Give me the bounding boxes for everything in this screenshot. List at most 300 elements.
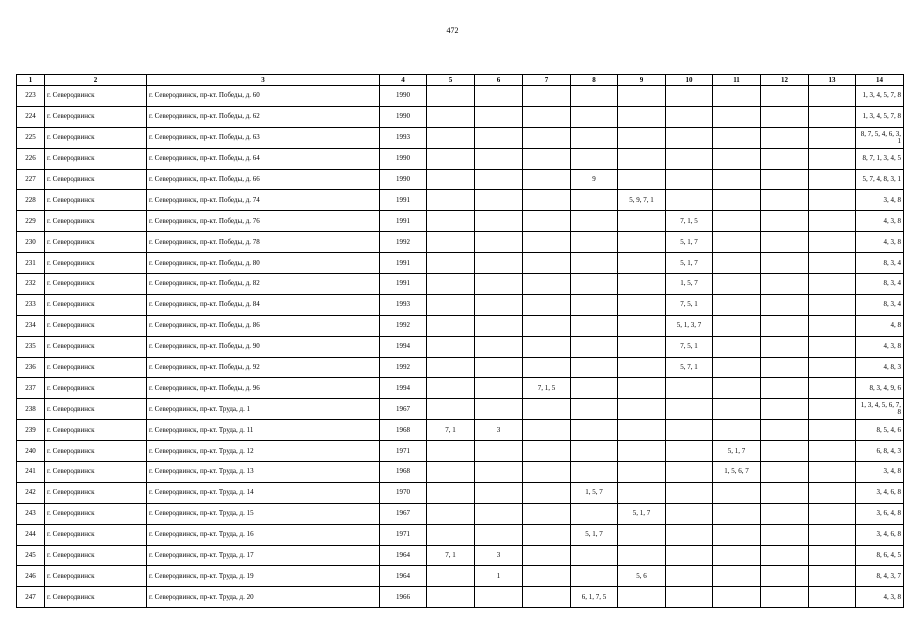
col7-cell xyxy=(523,566,571,587)
row-number: 224 xyxy=(17,106,45,127)
col14-cell: 8, 3, 4 xyxy=(856,294,904,315)
col10-cell xyxy=(666,148,713,169)
col8-cell xyxy=(571,378,618,399)
table-body xyxy=(17,86,904,608)
col9-cell xyxy=(618,169,666,190)
col8-cell xyxy=(571,566,618,587)
city-cell: г. Северодвинск xyxy=(45,148,147,169)
col13-cell xyxy=(809,357,856,378)
year-cell: 1990 xyxy=(380,86,427,107)
row-number: 238 xyxy=(17,399,45,420)
table-row xyxy=(17,294,904,315)
city-cell: г. Северодвинск xyxy=(45,294,147,315)
col14-cell: 4, 3, 8 xyxy=(856,211,904,232)
data-table xyxy=(16,74,904,608)
col14-cell: 4, 3, 8 xyxy=(856,336,904,357)
table-row xyxy=(17,315,904,336)
year-cell: 1990 xyxy=(380,169,427,190)
col10-cell xyxy=(666,587,713,608)
address-cell: г. Северодвинск, пр-кт. Труда, д. 17 xyxy=(147,545,380,566)
col10-cell: 7, 5, 1 xyxy=(666,294,713,315)
header-row xyxy=(17,75,904,86)
col12-cell xyxy=(761,190,809,211)
year-cell: 1990 xyxy=(380,106,427,127)
year-cell: 1968 xyxy=(380,420,427,441)
col10-cell xyxy=(666,420,713,441)
col11-cell xyxy=(713,127,761,148)
col10-cell: 5, 1, 3, 7 xyxy=(666,315,713,336)
column-header-13: 13 xyxy=(809,75,856,86)
address-cell: г. Северодвинск, пр-кт. Труда, д. 1 xyxy=(147,399,380,420)
col13-cell xyxy=(809,86,856,107)
col11-cell xyxy=(713,148,761,169)
table-row xyxy=(17,566,904,587)
col5-cell xyxy=(427,148,475,169)
col7-cell xyxy=(523,420,571,441)
table-row xyxy=(17,336,904,357)
column-header-4: 4 xyxy=(380,75,427,86)
year-cell: 1994 xyxy=(380,336,427,357)
year-cell: 1992 xyxy=(380,357,427,378)
row-number: 230 xyxy=(17,232,45,253)
col14-cell: 3, 4, 8 xyxy=(856,462,904,483)
col14-cell: 1, 3, 4, 5, 7, 8 xyxy=(856,106,904,127)
col14-cell: 1, 3, 4, 5, 7, 8 xyxy=(856,86,904,107)
col12-cell xyxy=(761,399,809,420)
col12-cell xyxy=(761,441,809,462)
col5-cell: 7, 1 xyxy=(427,420,475,441)
city-cell: г. Северодвинск xyxy=(45,253,147,274)
col13-cell xyxy=(809,399,856,420)
col11-cell xyxy=(713,524,761,545)
column-header-1: 1 xyxy=(17,75,45,86)
address-cell: г. Северодвинск, пр-кт. Победы, д. 60 xyxy=(147,86,380,107)
row-number: 237 xyxy=(17,378,45,399)
col8-cell xyxy=(571,294,618,315)
col11-cell xyxy=(713,294,761,315)
year-cell: 1971 xyxy=(380,441,427,462)
col6-cell xyxy=(475,315,523,336)
address-cell: г. Северодвинск, пр-кт. Труда, д. 11 xyxy=(147,420,380,441)
col9-cell xyxy=(618,148,666,169)
col8-cell xyxy=(571,441,618,462)
col5-cell xyxy=(427,127,475,148)
col9-cell xyxy=(618,399,666,420)
column-header-3: 3 xyxy=(147,75,380,86)
col6-cell xyxy=(475,169,523,190)
col13-cell xyxy=(809,211,856,232)
row-number: 242 xyxy=(17,482,45,503)
table-row xyxy=(17,545,904,566)
year-cell: 1992 xyxy=(380,232,427,253)
col14-cell: 8, 3, 4, 9, 6 xyxy=(856,378,904,399)
col12-cell xyxy=(761,420,809,441)
row-number: 225 xyxy=(17,127,45,148)
col5-cell xyxy=(427,169,475,190)
col9-cell xyxy=(618,336,666,357)
city-cell: г. Северодвинск xyxy=(45,274,147,295)
year-cell: 1993 xyxy=(380,294,427,315)
col12-cell xyxy=(761,274,809,295)
year-cell: 1966 xyxy=(380,587,427,608)
col14-cell: 3, 4, 6, 8 xyxy=(856,524,904,545)
city-cell: г. Северодвинск xyxy=(45,127,147,148)
col9-cell xyxy=(618,86,666,107)
row-number: 235 xyxy=(17,336,45,357)
col6-cell: 3 xyxy=(475,545,523,566)
city-cell: г. Северодвинск xyxy=(45,190,147,211)
table-row xyxy=(17,274,904,295)
col13-cell xyxy=(809,274,856,295)
col12-cell xyxy=(761,169,809,190)
city-cell: г. Северодвинск xyxy=(45,357,147,378)
col14-cell: 8, 3, 4 xyxy=(856,274,904,295)
col7-cell xyxy=(523,106,571,127)
col10-cell xyxy=(666,545,713,566)
col14-cell: 8, 5, 4, 6 xyxy=(856,420,904,441)
column-header-9: 9 xyxy=(618,75,666,86)
col10-cell: 5, 1, 7 xyxy=(666,253,713,274)
col8-cell: 9 xyxy=(571,169,618,190)
col9-cell xyxy=(618,420,666,441)
col7-cell xyxy=(523,86,571,107)
col10-cell: 7, 5, 1 xyxy=(666,336,713,357)
col10-cell xyxy=(666,482,713,503)
col5-cell xyxy=(427,274,475,295)
col6-cell xyxy=(475,127,523,148)
col13-cell xyxy=(809,294,856,315)
page-number: 472 xyxy=(446,26,459,35)
col6-cell xyxy=(475,482,523,503)
col12-cell xyxy=(761,378,809,399)
col11-cell xyxy=(713,106,761,127)
col7-cell xyxy=(523,190,571,211)
col9-cell xyxy=(618,294,666,315)
col10-cell: 5, 7, 1 xyxy=(666,357,713,378)
col14-cell: 4, 3, 8 xyxy=(856,232,904,253)
col12-cell xyxy=(761,106,809,127)
col9-cell xyxy=(618,274,666,295)
col5-cell xyxy=(427,503,475,524)
col8-cell xyxy=(571,399,618,420)
col6-cell xyxy=(475,148,523,169)
col6-cell xyxy=(475,441,523,462)
col9-cell xyxy=(618,357,666,378)
row-number: 226 xyxy=(17,148,45,169)
year-cell: 1990 xyxy=(380,148,427,169)
col8-cell xyxy=(571,357,618,378)
col12-cell xyxy=(761,86,809,107)
col12-cell xyxy=(761,253,809,274)
col13-cell xyxy=(809,106,856,127)
table-row xyxy=(17,378,904,399)
col12-cell xyxy=(761,315,809,336)
col13-cell xyxy=(809,253,856,274)
address-cell: г. Северодвинск, пр-кт. Победы, д. 84 xyxy=(147,294,380,315)
col8-cell xyxy=(571,253,618,274)
col10-cell xyxy=(666,378,713,399)
col6-cell xyxy=(475,587,523,608)
col6-cell xyxy=(475,190,523,211)
year-cell: 1993 xyxy=(380,127,427,148)
col12-cell xyxy=(761,503,809,524)
year-cell: 1968 xyxy=(380,462,427,483)
col10-cell xyxy=(666,462,713,483)
address-cell: г. Северодвинск, пр-кт. Победы, д. 80 xyxy=(147,253,380,274)
col5-cell xyxy=(427,378,475,399)
city-cell: г. Северодвинск xyxy=(45,566,147,587)
table-row xyxy=(17,357,904,378)
col6-cell xyxy=(475,524,523,545)
table-row xyxy=(17,420,904,441)
column-header-10: 10 xyxy=(666,75,713,86)
col14-cell: 3, 4, 8 xyxy=(856,190,904,211)
row-number: 244 xyxy=(17,524,45,545)
address-cell: г. Северодвинск, пр-кт. Победы, д. 76 xyxy=(147,211,380,232)
row-number: 234 xyxy=(17,315,45,336)
col8-cell xyxy=(571,420,618,441)
col8-cell xyxy=(571,127,618,148)
col10-cell xyxy=(666,169,713,190)
col7-cell xyxy=(523,294,571,315)
column-header-14: 14 xyxy=(856,75,904,86)
year-cell: 1991 xyxy=(380,253,427,274)
col9-cell: 5, 1, 7 xyxy=(618,503,666,524)
table-row xyxy=(17,127,904,148)
col8-cell xyxy=(571,106,618,127)
col8-cell xyxy=(571,232,618,253)
col5-cell xyxy=(427,566,475,587)
col11-cell xyxy=(713,336,761,357)
col8-cell xyxy=(571,190,618,211)
table-row xyxy=(17,148,904,169)
col10-cell xyxy=(666,524,713,545)
col13-cell xyxy=(809,524,856,545)
col5-cell xyxy=(427,190,475,211)
col14-cell: 4, 8 xyxy=(856,315,904,336)
col6-cell xyxy=(475,357,523,378)
col5-cell xyxy=(427,462,475,483)
col5-cell xyxy=(427,482,475,503)
col13-cell xyxy=(809,169,856,190)
col12-cell xyxy=(761,336,809,357)
col6-cell xyxy=(475,503,523,524)
col14-cell: 8, 4, 3, 7 xyxy=(856,566,904,587)
year-cell: 1991 xyxy=(380,211,427,232)
col5-cell xyxy=(427,357,475,378)
col8-cell xyxy=(571,503,618,524)
col8-cell: 6, 1, 7, 5 xyxy=(571,587,618,608)
col5-cell xyxy=(427,86,475,107)
col11-cell xyxy=(713,482,761,503)
col5-cell xyxy=(427,253,475,274)
row-number: 228 xyxy=(17,190,45,211)
col12-cell xyxy=(761,232,809,253)
row-number: 227 xyxy=(17,169,45,190)
table-row xyxy=(17,503,904,524)
address-cell: г. Северодвинск, пр-кт. Победы, д. 64 xyxy=(147,148,380,169)
column-header-6: 6 xyxy=(475,75,523,86)
col6-cell xyxy=(475,378,523,399)
col7-cell xyxy=(523,524,571,545)
col12-cell xyxy=(761,148,809,169)
col6-cell xyxy=(475,274,523,295)
city-cell: г. Северодвинск xyxy=(45,169,147,190)
table-row xyxy=(17,524,904,545)
col14-cell: 8, 7, 1, 3, 4, 5 xyxy=(856,148,904,169)
col5-cell xyxy=(427,106,475,127)
col13-cell xyxy=(809,441,856,462)
city-cell: г. Северодвинск xyxy=(45,315,147,336)
col7-cell xyxy=(523,462,571,483)
col6-cell xyxy=(475,294,523,315)
row-number: 240 xyxy=(17,441,45,462)
column-header-7: 7 xyxy=(523,75,571,86)
col13-cell xyxy=(809,587,856,608)
table-row xyxy=(17,190,904,211)
year-cell: 1970 xyxy=(380,482,427,503)
col7-cell: 7, 1, 5 xyxy=(523,378,571,399)
year-cell: 1964 xyxy=(380,566,427,587)
col5-cell xyxy=(427,441,475,462)
col7-cell xyxy=(523,441,571,462)
column-header-8: 8 xyxy=(571,75,618,86)
address-cell: г. Северодвинск, пр-кт. Труда, д. 13 xyxy=(147,462,380,483)
col11-cell: 5, 1, 7 xyxy=(713,441,761,462)
city-cell: г. Северодвинск xyxy=(45,482,147,503)
col10-cell xyxy=(666,106,713,127)
col6-cell xyxy=(475,106,523,127)
row-number: 239 xyxy=(17,420,45,441)
col11-cell: 1, 5, 6, 7 xyxy=(713,462,761,483)
table-row xyxy=(17,86,904,107)
city-cell: г. Северодвинск xyxy=(45,524,147,545)
address-cell: г. Северодвинск, пр-кт. Победы, д. 62 xyxy=(147,106,380,127)
col5-cell xyxy=(427,315,475,336)
address-cell: г. Северодвинск, пр-кт. Победы, д. 63 xyxy=(147,127,380,148)
year-cell: 1967 xyxy=(380,399,427,420)
col13-cell xyxy=(809,315,856,336)
col13-cell xyxy=(809,566,856,587)
col5-cell: 7, 1 xyxy=(427,545,475,566)
col11-cell xyxy=(713,315,761,336)
row-number: 232 xyxy=(17,274,45,295)
col7-cell xyxy=(523,587,571,608)
column-header-11: 11 xyxy=(713,75,761,86)
col7-cell xyxy=(523,148,571,169)
address-cell: г. Северодвинск, пр-кт. Труда, д. 15 xyxy=(147,503,380,524)
col13-cell xyxy=(809,190,856,211)
city-cell: г. Северодвинск xyxy=(45,106,147,127)
col11-cell xyxy=(713,232,761,253)
col12-cell xyxy=(761,545,809,566)
address-cell: г. Северодвинск, пр-кт. Труда, д. 12 xyxy=(147,441,380,462)
col11-cell xyxy=(713,420,761,441)
col12-cell xyxy=(761,211,809,232)
row-number: 236 xyxy=(17,357,45,378)
city-cell: г. Северодвинск xyxy=(45,378,147,399)
col12-cell xyxy=(761,524,809,545)
column-header-5: 5 xyxy=(427,75,475,86)
col6-cell: 3 xyxy=(475,420,523,441)
row-number: 223 xyxy=(17,86,45,107)
col10-cell xyxy=(666,190,713,211)
table-row xyxy=(17,482,904,503)
col8-cell xyxy=(571,274,618,295)
col12-cell xyxy=(761,462,809,483)
col11-cell xyxy=(713,566,761,587)
col10-cell xyxy=(666,566,713,587)
col5-cell xyxy=(427,399,475,420)
col7-cell xyxy=(523,336,571,357)
col13-cell xyxy=(809,420,856,441)
col9-cell xyxy=(618,545,666,566)
col7-cell xyxy=(523,127,571,148)
col11-cell xyxy=(713,190,761,211)
col5-cell xyxy=(427,294,475,315)
row-number: 231 xyxy=(17,253,45,274)
table-row xyxy=(17,232,904,253)
table-row xyxy=(17,441,904,462)
col7-cell xyxy=(523,253,571,274)
city-cell: г. Северодвинск xyxy=(45,545,147,566)
col6-cell xyxy=(475,86,523,107)
col14-cell: 8, 6, 4, 5 xyxy=(856,545,904,566)
year-cell: 1991 xyxy=(380,274,427,295)
col12-cell xyxy=(761,566,809,587)
column-header-2: 2 xyxy=(45,75,147,86)
col11-cell xyxy=(713,211,761,232)
col11-cell xyxy=(713,274,761,295)
city-cell: г. Северодвинск xyxy=(45,462,147,483)
col8-cell: 1, 5, 7 xyxy=(571,482,618,503)
col11-cell xyxy=(713,253,761,274)
col7-cell xyxy=(523,315,571,336)
col8-cell: 5, 1, 7 xyxy=(571,524,618,545)
col14-cell: 4, 8, 3 xyxy=(856,357,904,378)
address-cell: г. Северодвинск, пр-кт. Победы, д. 86 xyxy=(147,315,380,336)
address-cell: г. Северодвинск, пр-кт. Победы, д. 78 xyxy=(147,232,380,253)
col6-cell xyxy=(475,211,523,232)
col9-cell xyxy=(618,315,666,336)
address-cell: г. Северодвинск, пр-кт. Труда, д. 14 xyxy=(147,482,380,503)
col14-cell: 6, 8, 4, 3 xyxy=(856,441,904,462)
col14-cell: 8, 3, 4 xyxy=(856,253,904,274)
col5-cell xyxy=(427,587,475,608)
col7-cell xyxy=(523,399,571,420)
table-row xyxy=(17,462,904,483)
col9-cell xyxy=(618,127,666,148)
table-row xyxy=(17,399,904,420)
col10-cell: 7, 1, 5 xyxy=(666,211,713,232)
col7-cell xyxy=(523,503,571,524)
col11-cell xyxy=(713,587,761,608)
col7-cell xyxy=(523,232,571,253)
col7-cell xyxy=(523,482,571,503)
city-cell: г. Северодвинск xyxy=(45,587,147,608)
col8-cell xyxy=(571,545,618,566)
col11-cell xyxy=(713,357,761,378)
col5-cell xyxy=(427,211,475,232)
col8-cell xyxy=(571,211,618,232)
row-number: 233 xyxy=(17,294,45,315)
col9-cell: 5, 9, 7, 1 xyxy=(618,190,666,211)
col9-cell xyxy=(618,106,666,127)
col8-cell xyxy=(571,86,618,107)
row-number: 243 xyxy=(17,503,45,524)
col7-cell xyxy=(523,357,571,378)
col9-cell xyxy=(618,587,666,608)
